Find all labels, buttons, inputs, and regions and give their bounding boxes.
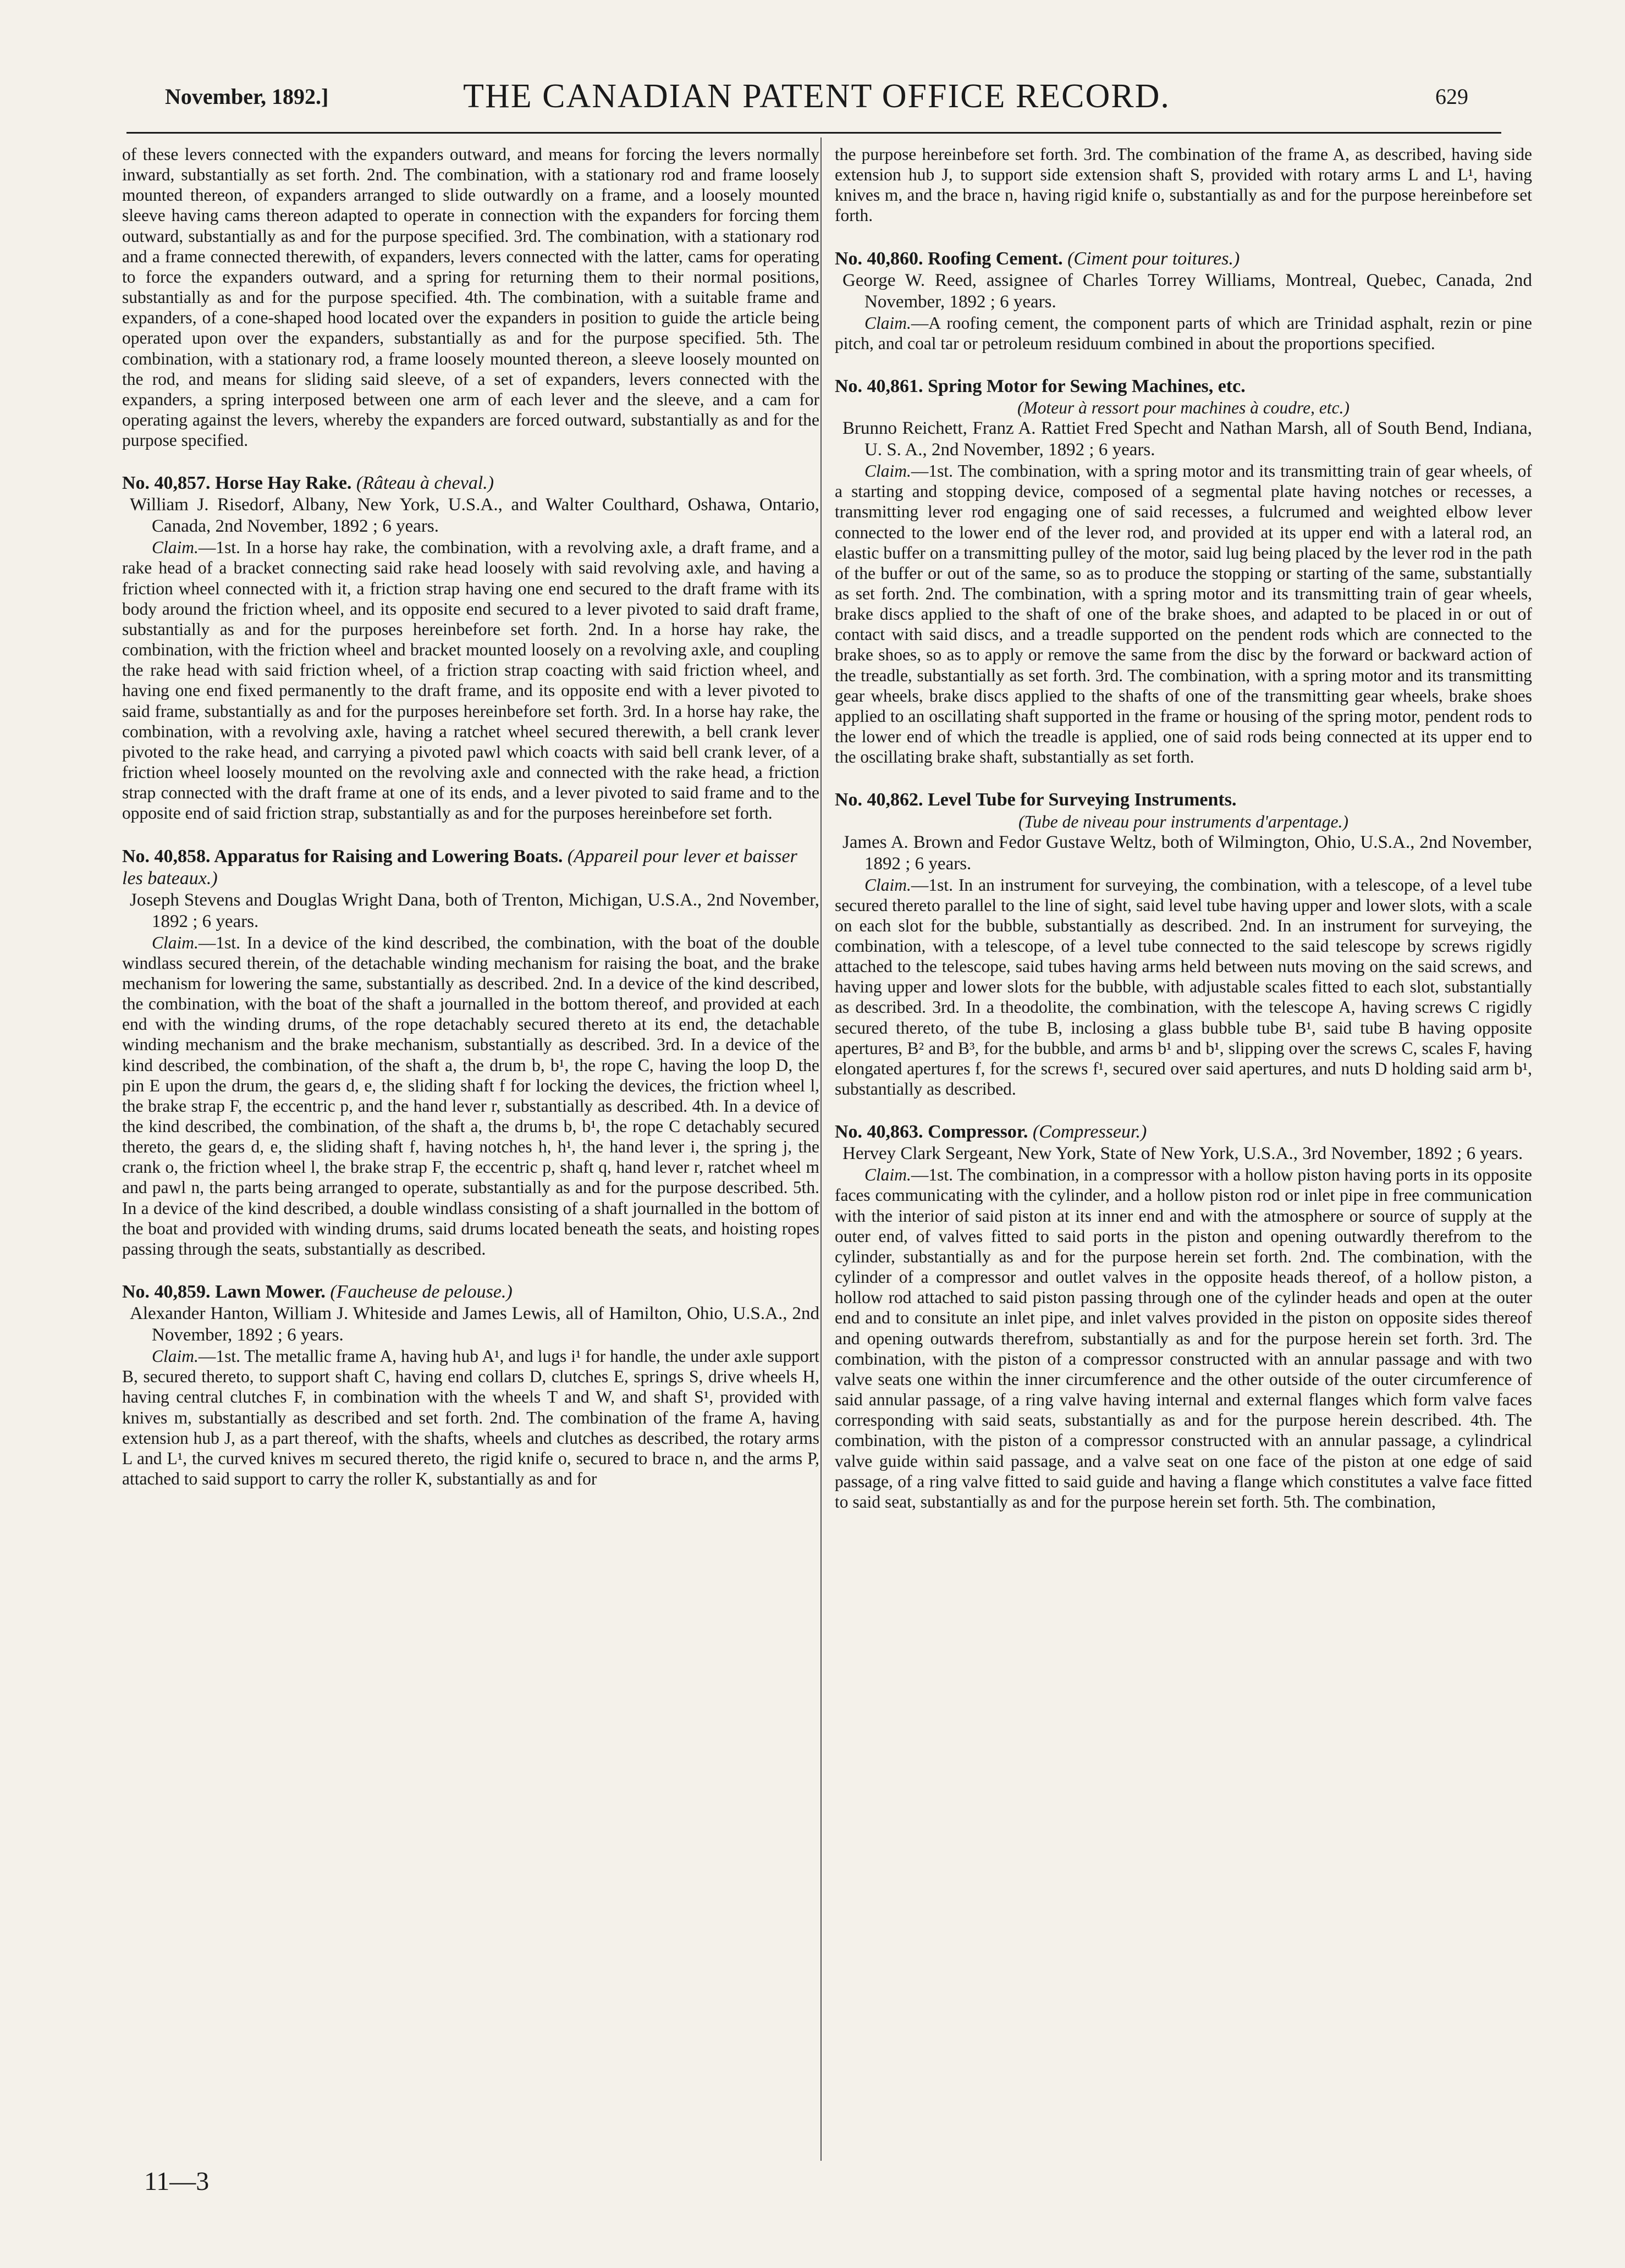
entry-number: No. 40,860. (835, 248, 923, 269)
entry-claim (122, 932, 819, 1260)
header-page-number: 629 (1435, 84, 1468, 109)
continuation-text: of these levers connected with the expanders outward, and means for forcing the levers normally inward, substantially as set forth. 2nd. The combination, with a stationary rod and frame loosely mounted thereon, of expanders arranged to slide outwardly on a frame, and a loosely mounted sleeve having cams thereon adapted to operate in connection with the expanders for forcing them outward, substantially as and for the purpose specified. 3rd. The combination, with a stationary rod and a frame connected therewith, of expanders, levers connected with the latter, cams for operating to force the expanders outward, and a spring for returning them to their normal positions, substantially as and for the purpose specified. 4th. The combination, with a suitable frame and expanders, of a cone-shaped hood located over the expanders in position to guide the article being operated upon over the expanders, substantially as and for the purpose specified. 5th. The combination, with a stationary rod, a frame loosely mounted thereon, a sleeve loosely mounted on the rod, and means for sliding said sleeve, of a set of expanders, levers connected with the expanders, a spring interposed between one arm of each lever and the sleeve, and a cam for operating against the levers, whereby the expanders are forced outward, substantially as and for the purpose specified. (122, 145, 819, 450)
page-header (165, 77, 1468, 121)
header-date: November, 1892.] (165, 84, 329, 109)
claim-label: Claim. (152, 932, 199, 952)
patent-entry (835, 376, 1532, 767)
patent-entry (835, 789, 1532, 1099)
claim-text: —1st. The metallic frame A, having hub A¹, and lugs i¹ for handle, the under axle support B, secured thereto, to support shaft C, having end collars D, clutches E, springs S, drive wheels H, having central clutches F, in combination with the wheels T and W, and shaft S¹, provided with knives m, substantially as described and set forth. 2nd. The combination of the frame A, having extension hub J, as a part thereof, with the shafts, wheels and clutches as described, the rotary arms L and L¹, the curved knives m secured thereto, the rigid knife o, secured to brace n, and the arms P, attached to said support to carry the roller K, substantially as and for (122, 1347, 819, 1489)
entry-heading (122, 1281, 819, 1303)
claim-label: Claim. (152, 1347, 199, 1366)
entry-claim (835, 875, 1532, 1100)
entry-french-title: (Tube de niveau pour instruments d'arpentage.) (1018, 812, 1348, 831)
entry-number: No. 40,862. (835, 790, 923, 810)
header-title: THE CANADIAN PATENT OFFICE RECORD. (463, 78, 1170, 115)
entry-claim (835, 1165, 1532, 1512)
patent-entry (122, 472, 819, 823)
right-column (835, 144, 1532, 1512)
claim-text: —1st. In a device of the kind described, the combination, with the boat of the double windlass secured therein, of the detachable winding mechanism for raising the boat, and the brake mechanism for lowering the same, substantially as described. 2nd. In a device of the kind described, the combination, with the boat of the shaft a journalled in the bottom thereof, and provided at each end with the winding drums, of the rope detachably secured thereto at its end, the detachable winding mechanism and the brake mechanism, substantially as described. 3rd. In a device of the kind described, the combination, of the shaft a, the drum b, b¹, the rope C, having the loop D, the pin E upon the drum, the gears d, e, the sliding shaft f for locking the devices, the friction wheel l, the brake strap F, the eccentric p, and the hand lever r, substantially as described. 4th. In a device of the kind described, the combination, of the shaft a, the drums b, b¹, the rope C detachably secured thereto, the gears d, e, the sliding shaft f, having notches h, h¹, the hand lever i, the spring j, the crank o, the friction wheel l, the brake strap F, the eccentric p, shaft q, hand lever r, ratchet wheel m and pawl n, the parts being arranged to operate, substantially as and for the purpose described. 5th. In a device of the kind described, a double windlass consisting of a shaft journalled in the bottom of the boat and provided with winding drums, said drums located beneath the seats, and hoisting ropes passing through the seats, substantially as described. (122, 932, 819, 1259)
signature-mark: 11—3 (144, 2167, 210, 2196)
entry-claim (835, 461, 1532, 767)
entry-title: Spring Motor for Sewing Machines, etc. (928, 376, 1246, 396)
claim-text: —A roofing cement, the component parts of which are Trinidad asphalt, rezin or pine pitch, and coal tar or petroleum residuum combined in about the proportions specified. (835, 313, 1532, 353)
entry-french-title: (Faucheuse de pelouse.) (330, 1282, 513, 1303)
entry-french-title: (Compresseur.) (1032, 1122, 1147, 1143)
entry-claim (122, 1346, 819, 1489)
entry-french-title: (Ciment pour toitures.) (1067, 248, 1240, 269)
entry-heading (835, 376, 1532, 398)
claim-label: Claim. (864, 1165, 911, 1185)
entry-number: No. 40,863. (835, 1122, 923, 1143)
entry-heading (835, 248, 1532, 270)
entry-french-title: (Appareil pour lever et baisser les bateaux.) (122, 846, 797, 889)
claim-label: Claim. (864, 875, 911, 895)
entry-party: William J. Risedorf, Albany, New York, U.S.A., and Walter Coulthard, Oshawa, Ontario, Canada, 2nd November, 1892 ; 6 years. (130, 495, 819, 537)
patent-entry (122, 846, 819, 1260)
entry-party: James A. Brown and Fedor Gustave Weltz, both of Wilmington, Ohio, U.S.A., 2nd November, 1892 ; 6 years. (842, 832, 1532, 874)
claim-text: —1st. The combination, in a compressor with a hollow piston having ports in its opposite faces communicating with the cylinder, and a hollow piston rod or inlet pipe in free communication with the interior of said piston at its inner end and with the atmosphere or source of supply at the outer end, of valves fitted to said ports in the piston and opening outwardly therefrom to the cylinder, substantially as and for the purpose herein set forth. 2nd. The combination, with the cylinder of a compressor and outlet valves in the opposite heads thereof, of a hollow piston, a hollow rod attached to said piston passing through one of the cylinder heads and open at the outer end and to consitute an inlet pipe, and inlet valves provided in the piston on opposite sides thereof and opening outwards therefrom, substantially as and for the purpose herein set forth. 3rd. The combination, with the piston of a compressor constructed with an annular passage and with two valve seats one within the inner circumference and the other outside of the outer circumference of said annular passage, of a ring valve having internal and external flanges which form valve faces corresponding with said seats, substantially as and for the purpose herein described. 4th. The combination, with the piston of a compressor constructed with an annular passage, a cylindrical valve guide within said passage, and a valve seat on one face of the piston at one edge of said passage, of a ring valve fitted to said guide and having a flange which constitutes a valve face fitted to said seat, substantially as and for the purpose herein set forth. 5th. The combination, (835, 1165, 1532, 1511)
entry-title: Lawn Mower. (215, 1282, 326, 1303)
patent-entry (835, 1121, 1532, 1512)
entry-title: Level Tube for Surveying Instruments. (928, 790, 1237, 810)
entry-heading (835, 1121, 1532, 1143)
entry-party: Hervey Clark Sergeant, New York, State of New York, U.S.A., 3rd November, 1892 ; 6 years. (842, 1144, 1523, 1164)
entry-party: Joseph Stevens and Douglas Wright Dana, both of Trenton, Michigan, U.S.A., 2nd November, 1892 ; 6 years. (130, 890, 819, 931)
entry-heading (835, 789, 1532, 811)
claim-text: —1st. In an instrument for surveying, the combination, with a telescope, of a level tube secured thereto parallel to the line of sight, said level tube having upper and lower slots, with a scale on each slot for the bubble, substantially as described. 2nd. In an instrument for surveying, the combination, with a telescope, of a level tube connected to the said telescope by screws rigidly attached to the telescope, said tubes having arms held between nuts moving on the said screws, and having upper and lower slots for the bubble, with adjustable scales fitted to each slot, substantially as described. 3rd. In a theodolite, the combination, with the telescope A, having screws C rigidly secured thereto, of the tube B, inclosing a glass bubble tube B¹, said tube B having opposite apertures, B² and B³, for the bubble, and arms b¹ and b¹, slipping over the screws C, scales F, having elongated apertures f, for the screws f¹, secured over said apertures, and nuts D holding said arm b¹, substantially as described. (835, 875, 1532, 1099)
entry-number: No. 40,859. (122, 1282, 211, 1303)
entry-party: Brunno Reichett, Franz A. Rattiet Fred Specht and Nathan Marsh, all of South Bend, Indiana, U. S. A., 2nd November, 1892 ; 6 years. (842, 418, 1532, 460)
entry-french-title: (Râteau à cheval.) (356, 473, 494, 494)
entry-party: Alexander Hanton, William J. Whiteside and James Lewis, all of Hamilton, Ohio, U.S.A., 2nd November, 1892 ; 6 years. (130, 1304, 819, 1345)
header-rule (126, 132, 1501, 134)
claim-label: Claim. (152, 538, 199, 558)
patent-entry (122, 1281, 819, 1489)
column-divider (820, 137, 822, 2161)
left-column (122, 144, 819, 1489)
entry-claim (835, 313, 1532, 354)
claim-label: Claim. (864, 313, 911, 333)
entry-title: Compressor. (928, 1122, 1028, 1143)
entry-title: Apparatus for Raising and Lowering Boats. (214, 846, 563, 867)
entry-title: Roofing Cement. (928, 248, 1063, 269)
entry-number: No. 40,861. (835, 376, 923, 396)
entry-number: No. 40,857. (122, 473, 211, 494)
continuation-text: the purpose hereinbefore set forth. 3rd. The combination of the frame A, as described, having side extension hub J, to support side extension shaft S, provided with rotary arms L and L¹, having knives m, and the brace n, having rigid knife o, substantially as and for the purpose hereinbefore set forth. (835, 145, 1532, 225)
entry-number: No. 40,858. (122, 846, 211, 867)
entry-claim (122, 537, 819, 823)
patent-entry (835, 248, 1532, 354)
entry-heading (122, 472, 819, 494)
claim-label: Claim. (864, 461, 911, 481)
entry-heading (122, 846, 819, 890)
claim-text: —1st. In a horse hay rake, the combination, with a revolving axle, a draft frame, and a rake head of a bracket connecting said rake head loosely with said revolving axle, and having a friction wheel connected with it, a friction strap having one end secured to the draft frame with its body around the friction wheel, and its opposite end secured to a lever pivoted to said draft frame, substantially as and for the purposes hereinbefore set forth. 2nd. In a horse hay rake, the combination, with the friction wheel and bracket mounted loosely on a revolving axle, and coupling the rake head with said friction wheel, of a friction strap coacting with said friction wheel, and having one end fixed permanently to the draft frame, and its opposite end with a lever pivoted to said frame, substantially as and for the purposes hereinbefore set forth. 3rd. In a horse hay rake, the combination, with a revolving axle, having a ratchet wheel secured therewith, a bell crank lever pivoted to the rake head, and carrying a pivoted pawl which coacts with said bell crank lever, of a friction wheel loosely mounted on the revolving axle and connected with the rake head, a friction strap connected with the draft frame at one of its ends, and a lever pivoted to said frame and to the opposite end of said friction strap, substantially as and for the purposes hereinbefore set forth. (122, 538, 819, 823)
entry-title: Horse Hay Rake. (215, 473, 352, 494)
claim-text: —1st. The combination, with a spring motor and its transmitting train of gear wheels, of a starting and stopping device, composed of a segmental plate having notches or recesses, a transmitting lever rod engaging one of said recesses, a fulcrumed and weighted elbow lever connected to the lower end of the lever rod, and provided at its upper end with a lateral rod, an elastic buffer on a transmitting pulley of the motor, said lug being placed by the lever rod in the path of the buffer or out of the same, so as to produce the stopping or starting of the same, substantially as set forth. 2nd. The combination, with a spring motor and its transmitting train of gear wheels, brake discs applied to the shaft of one of the brake shoes, and adapted to be placed in or out of contact with said discs, and a treadle supported on the pendent rods which are connected to the brake shoes, so as to apply or remove the same from the disc by the forward or backward action of the treadle, substantially as set forth. 3rd. The combination, with a spring motor and its transmitting gear wheels, brake discs applied to the shafts of one of the transmitting gear wheels, brake shoes applied to an oscillating shaft supported in the frame or housing of the spring motor, pendent rods to the lower end of which the treadle is applied, one of said rods being connected at its upper end to the oscillating brake shaft, substantially as set forth. (835, 461, 1532, 767)
entry-french-title: (Moteur à ressort pour machines à coudre, etc.) (1017, 398, 1349, 418)
entry-party: George W. Reed, assignee of Charles Torrey Williams, Montreal, Quebec, Canada, 2nd November, 1892 ; 6 years. (842, 270, 1532, 312)
